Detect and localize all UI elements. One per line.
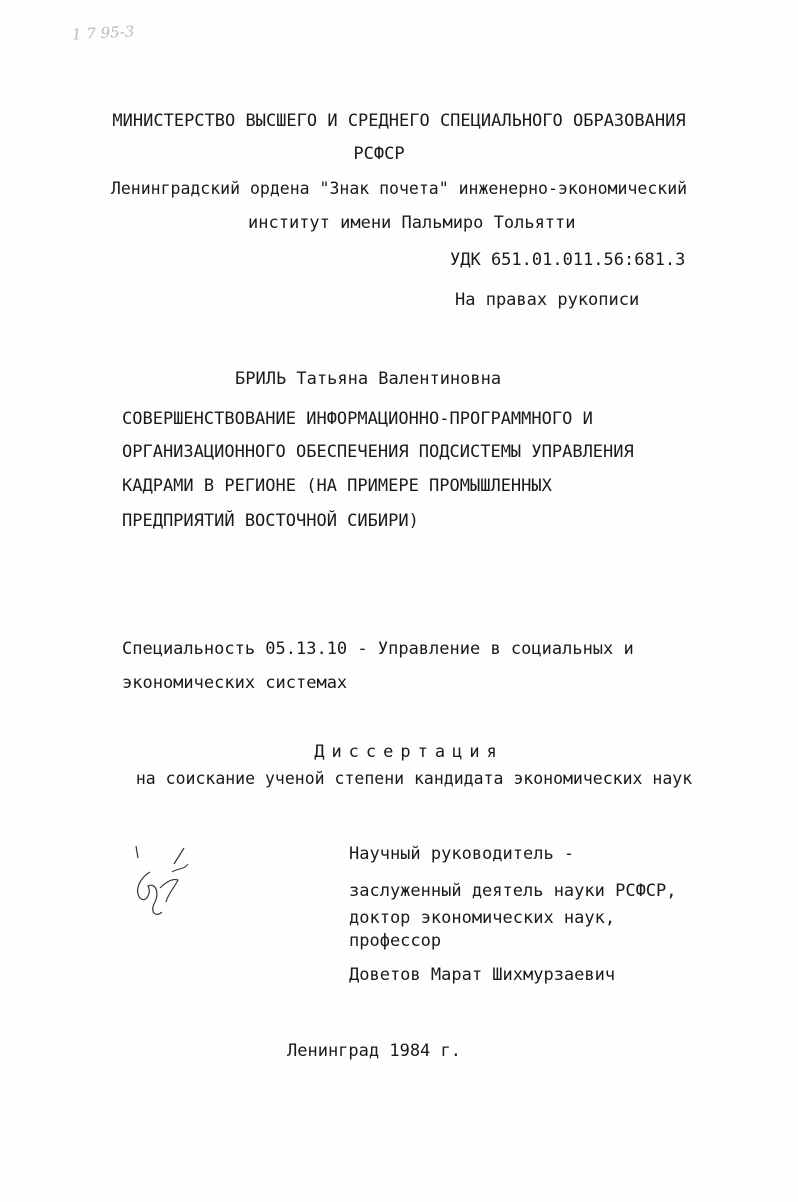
supervisor-title-2: доктор экономических наук, — [349, 908, 616, 928]
ministry-line-1: МИНИСТЕРСТВО ВЫСШЕГО И СРЕДНЕГО СПЕЦИАЛЬНОГО ОБРАЗОВАНИЯ — [112, 111, 686, 131]
title-line-1: СОВЕРШЕНСТВОВАНИЕ ИНФОРМАЦИОННО-ПРОГРАММНОГО И — [122, 409, 593, 429]
supervisor-label: Научный руководитель - — [349, 844, 575, 864]
archive-stamp: 1 7 95-3 — [71, 22, 135, 44]
title-line-2: ОРГАНИЗАЦИОННОГО ОБЕСПЕЧЕНИЯ ПОДСИСТЕМЫ УПРАВЛЕНИЯ — [122, 442, 634, 462]
supervisor-title-1: заслуженный деятель науки РСФСР, — [349, 881, 677, 901]
udc-code: УДК 651.01.011.56:681.3 — [450, 250, 686, 270]
ministry-line-2: РСФСР — [353, 144, 405, 164]
dissertation-subtitle: на соискание ученой степени кандидата экономических наук — [135, 769, 693, 788]
city-year: Ленинград 1984 г. — [287, 1041, 461, 1061]
manuscript-rights: На правах рукописи — [455, 290, 640, 310]
supervisor-name: Доветов Марат Шихмурзаевич — [349, 965, 616, 985]
handwritten-signature — [126, 842, 206, 926]
institute-line-2: институт имени Пальмиро Тольятти — [248, 213, 576, 233]
specialty-line-2: экономических системах — [122, 673, 348, 693]
dissertation-heading: Диссертация — [314, 742, 504, 762]
specialty-line-1: Специальность 05.13.10 - Управление в социальных и — [122, 639, 634, 659]
supervisor-title-3: профессор — [349, 931, 442, 951]
author-name: БРИЛЬ Татьяна Валентиновна — [235, 369, 502, 389]
title-line-4: ПРЕДПРИЯТИЙ ВОСТОЧНОЙ СИБИРИ) — [122, 511, 419, 531]
title-line-3: КАДРАМИ В РЕГИОНЕ (НА ПРИМЕРЕ ПРОМЫШЛЕННЫХ — [122, 476, 552, 496]
institute-line-1: Ленинградский ордена "Знак почета" инженерно-экономический — [110, 179, 688, 198]
